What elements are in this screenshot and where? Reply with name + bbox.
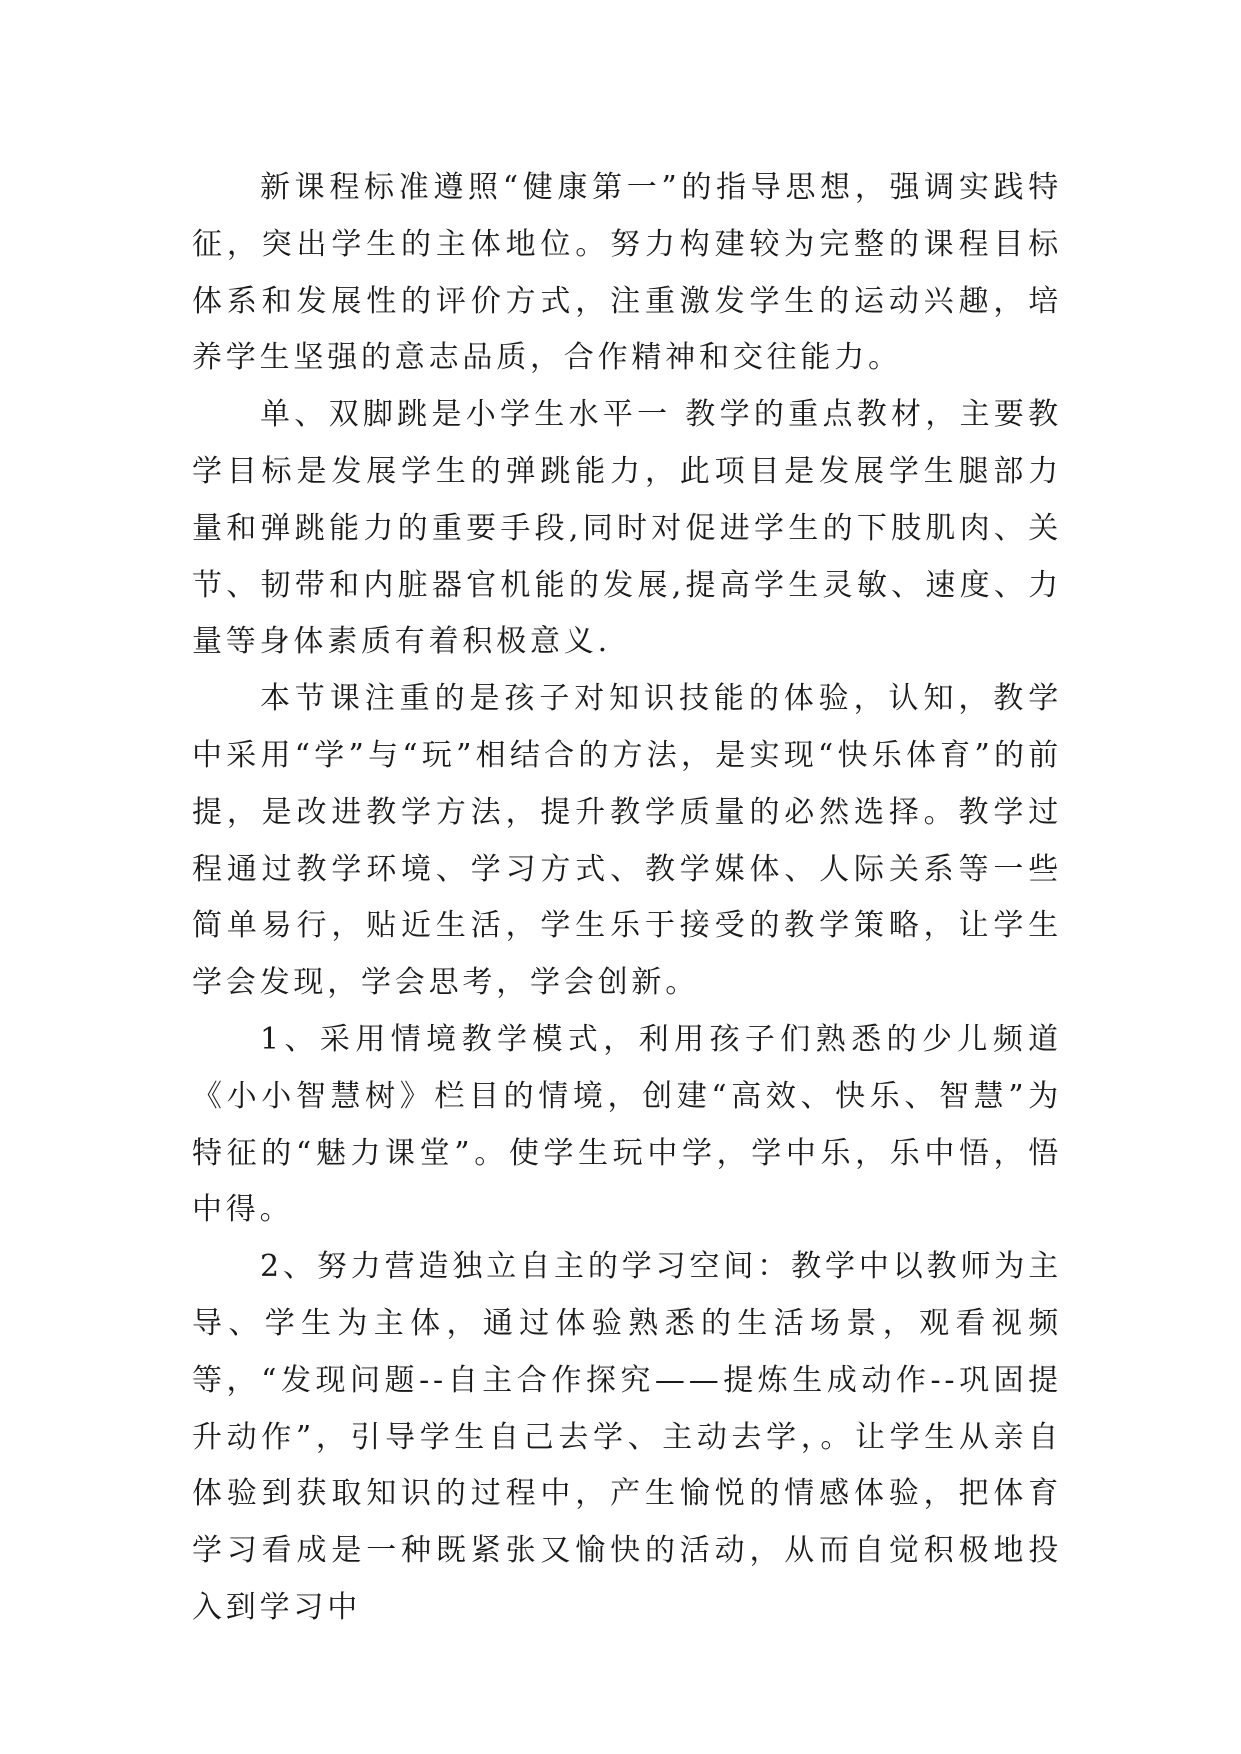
paragraph-5: 2、努力营造独立自主的学习空间：教学中以教师为主导、学生为主体，通过体验熟悉的生活场景，观看视频等，“发现问题--自主合作探究——提炼生成动作--巩固提升动作”，引导学生自己去学、主动去学，。让学生从亲自体验到获取知识的过程中，产生愉悦的情感体验，把体育学习看成是一种既紧张又愉快的活动，从而自觉积极地投入到学习中 xyxy=(192,1249,1062,1625)
paragraph-1: 新课程标准遵照“健康第一”的指导思想，强调实践特征，突出学生的主体地位。努力构建较为完整的课程目标体系和发展性的评价方式，注重激发学生的运动兴趣，培养学生坚强的意志品质，合作精神和交往能力。 xyxy=(192,170,1062,376)
paragraph-2: 单、双脚跳是小学生水平一 教学的重点教材，主要教学目标是发展学生的弹跳能力，此项目是发展学生腿部力量和弹跳能力的重要手段,同时对促进学生的下肢肌肉、关节、韧带和内脏器官机能的发展,提高学生灵敏、速度、力量等身体素质有着积极意义. xyxy=(192,397,1062,660)
document-body xyxy=(192,160,1062,1637)
paragraph-4: 1、采用情境教学模式，利用孩子们熟悉的少儿频道《小小智慧树》栏目的情境，创建“高效、快乐、智慧”为特征的“魅力课堂”。使学生玩中学，学中乐，乐中悟，悟中得。 xyxy=(192,1021,1062,1228)
paragraph-3: 本节课注重的是孩子对知识技能的体验，认知，教学中采用“学”与“玩”相结合的方法，是实现“快乐体育”的前提，是改进教学方法，提升教学质量的必然选择。教学过程通过教学环境、学习方式、教学媒体、人际关系等一些简单易行，贴近生活，学生乐于接受的教学策略，让学生学会发现，学会思考，学会创新。 xyxy=(192,681,1062,1001)
